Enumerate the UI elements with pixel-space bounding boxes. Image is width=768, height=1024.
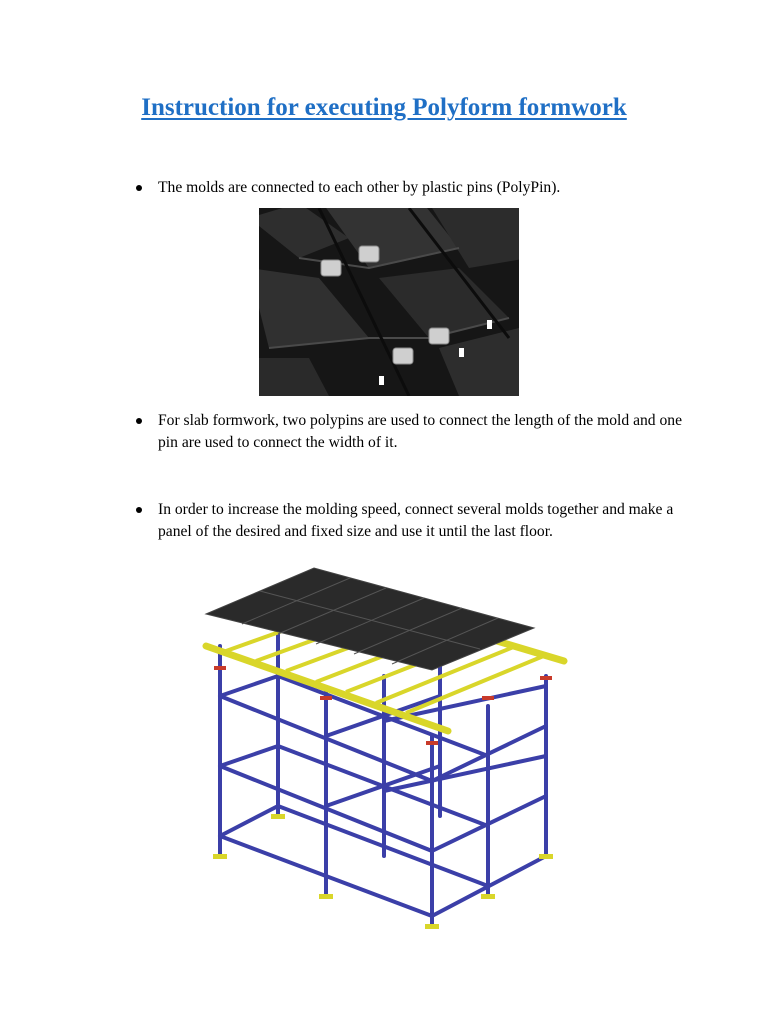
bullet-icon	[136, 185, 142, 191]
scaffold-drawing	[196, 556, 576, 936]
page-title: Instruction for executing Polyform formwork	[141, 94, 627, 121]
polypin-mold-photo	[259, 208, 519, 396]
polypin-illustration	[259, 208, 519, 396]
bullet-text: For slab formwork, two polypins are used to connect the length of the mold and one pin are used to connect the width of it.	[158, 412, 683, 451]
bullet-icon	[136, 418, 142, 424]
bullet-text: In order to increase the molding speed, connect several molds together and make a panel of the desired and fixed size and use it until the last floor.	[158, 501, 674, 540]
bullet-text: The molds are connected to each other by plastic pins (PolyPin).	[158, 179, 561, 196]
scaffold-formwork-illustration	[196, 556, 576, 936]
bullet-icon	[136, 507, 142, 513]
